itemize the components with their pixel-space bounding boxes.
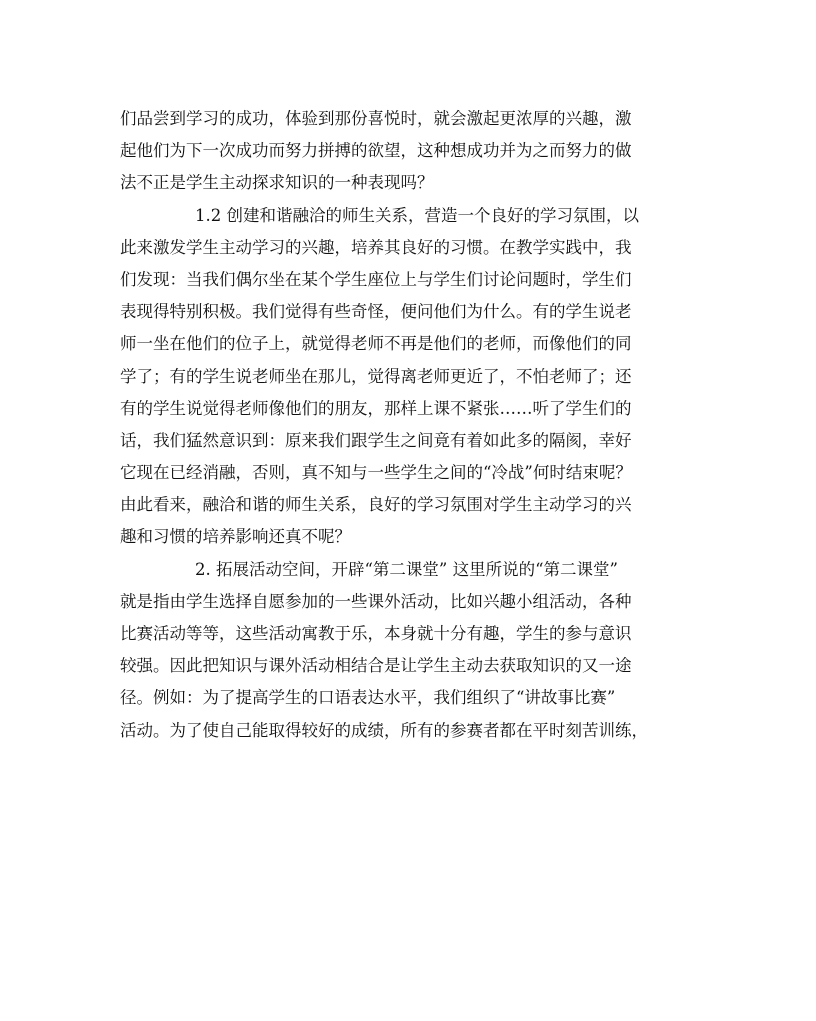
text-line: 法不正是学生主动探求知识的一种表现吗？ <box>120 173 434 193</box>
text-line: 就是指由学生选择自愿参加的一些课外活动，比如兴趣小组活动，各种 <box>120 591 632 611</box>
text-line: 较强。因此把知识与课外活动相结合是让学生主动去获取知识的又一途 <box>120 656 632 676</box>
text-line: 1.2 创建和谐融洽的师生关系，营造一个良好的学习氛围，以 <box>195 205 639 225</box>
text-line: 活动。为了使自己能取得较好的成绩，所有的参赛者都在平时刻苦训练， <box>120 720 648 740</box>
text-line: 学了；有的学生说老师坐在那儿，觉得离老师更近了，不怕老师了；还 <box>120 366 632 386</box>
text-line: 趣和习惯的培养影响还真不呢？ <box>120 527 351 547</box>
text-line: 径。例如：为了提高学生的口语表达水平，我们组织了“讲故事比赛” <box>120 688 616 708</box>
text-line: 师一坐在他们的位子上，就觉得老师不再是他们的老师，而像他们的同 <box>120 334 632 354</box>
text-line: 它现在已经消融，否则，真不知与一些学生之间的“冷战”何时结束呢？ <box>120 463 632 483</box>
text-line: 有的学生说觉得老师像他们的朋友，那样上课不紧张……听了学生们的 <box>120 398 632 418</box>
text-line: 此来激发学生主动学习的兴趣，培养其良好的习惯。在教学实践中，我 <box>120 237 632 257</box>
body-text <box>120 103 700 747</box>
text-line: 们发现：当我们偶尔坐在某个学生座位上与学生们讨论问题时，学生们 <box>120 269 632 289</box>
text-line: 比赛活动等等，这些活动寓教于乐，本身就十分有趣，学生的参与意识 <box>120 624 632 643</box>
text-line: 表现得特别积极。我们觉得有些奇怪，便问他们为什么。有的学生说老 <box>120 302 632 322</box>
text-line: 们品尝到学习的成功，体验到那份喜悦时，就会激起更浓厚的兴趣，激 <box>120 109 632 128</box>
text-line: 由此看来，融洽和谐的师生关系，良好的学习氛围对学生主动学习的兴 <box>120 495 632 515</box>
text-line: 话，我们猛然意识到：原来我们跟学生之间竟有着如此多的隔阂，幸好 <box>120 430 632 450</box>
text-line: 2. 拓展活动空间，开辟“第二课堂” 这里所说的“第二课堂” <box>195 559 618 579</box>
text-line: 起他们为下一次成功而努力拼搏的欲望，这种想成功并为之而努力的做 <box>120 141 632 161</box>
